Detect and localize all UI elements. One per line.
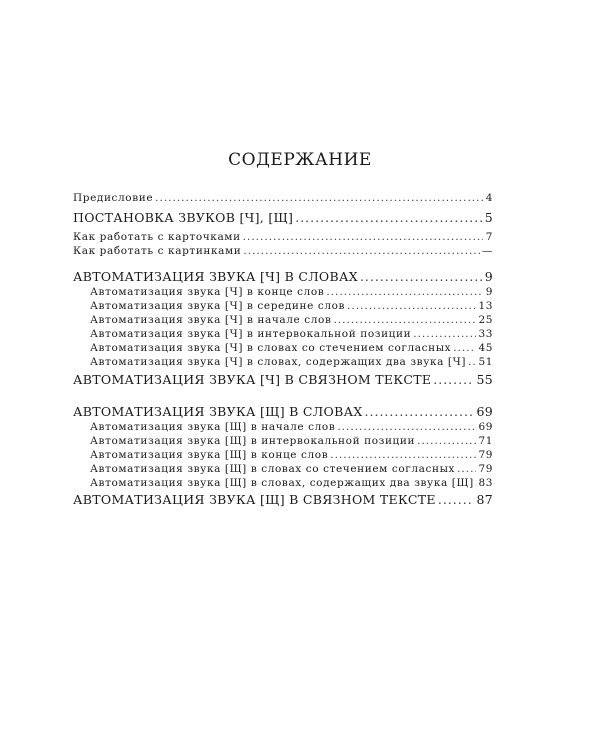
toc-entry: [73, 494, 493, 507]
toc-entry-page: 9: [484, 269, 493, 284]
toc-entry-page: 9: [485, 286, 493, 298]
toc-entry: [90, 301, 493, 312]
toc-entry-label: Предисловие: [73, 192, 154, 204]
toc-entry-page: 87: [476, 492, 493, 507]
toc-entry: [90, 478, 493, 489]
toc-entry-page: 45: [478, 342, 493, 354]
toc-entry-label: Как работать с карточками: [73, 231, 241, 243]
toc-entry-label: ПОСТАНОВКА ЗВУКОВ [Ч], [Щ]: [73, 210, 294, 225]
leader-dots: [330, 450, 476, 461]
toc-entry: [90, 464, 493, 475]
toc-entry-page: 55: [476, 372, 493, 387]
toc-entry-label: Автоматизация звука [Щ] в словах, содержащих два звука [Щ]: [90, 477, 474, 489]
toc-entry: [73, 246, 493, 257]
toc-entry-page: 69: [478, 421, 493, 433]
leader-dots: [433, 374, 474, 387]
toc-entry: [90, 343, 493, 354]
toc-entry: [73, 212, 493, 225]
leader-dots: [365, 406, 475, 419]
toc-entry-label: Автоматизация звука [Щ] в начале слов: [90, 421, 336, 433]
toc-entry: [73, 271, 493, 284]
toc-entry-label: Автоматизация звука [Ч] в словах, содержащих два звука [Ч]: [90, 356, 467, 368]
leader-dots: [326, 287, 483, 298]
toc-entry-page: 33: [478, 328, 493, 340]
toc-entry: [73, 406, 493, 419]
toc-entry: [90, 422, 493, 433]
toc-entry-label: Автоматизация звука [Ч] в конце слов: [90, 286, 325, 298]
leader-dots: [468, 357, 476, 368]
leader-dots: [360, 271, 483, 284]
toc-entry-page: 69: [476, 404, 493, 419]
toc-entry-page: 83: [478, 477, 493, 489]
toc-entry-label: Автоматизация звука [Щ] в словах со стечением согласных: [90, 463, 456, 475]
toc-entry-page: 25: [478, 314, 493, 326]
toc-entry-page: 7: [485, 231, 493, 243]
toc-entry-label: АВТОМАТИЗАЦИЯ ЗВУКА [Щ] В СЛОВАХ: [73, 404, 363, 419]
toc-entry-page: 51: [478, 356, 493, 368]
toc-entry: [90, 436, 493, 447]
leader-dots: [243, 246, 479, 257]
leader-dots: [243, 232, 483, 243]
toc-entry-label: Автоматизация звука [Ч] в начале слов: [90, 314, 332, 326]
leader-dots: [333, 315, 476, 326]
toc-entry-page: 5: [484, 210, 493, 225]
toc-entry-page: 79: [478, 463, 493, 475]
toc-entry: [73, 374, 493, 387]
leader-dots: [337, 422, 476, 433]
toc-entry-label: Как работать с картинками: [73, 245, 242, 257]
toc-entry-label: АВТОМАТИЗАЦИЯ ЗВУКА [Ч] В СВЯЗНОМ ТЕКСТЕ: [73, 372, 432, 387]
toc-entry: [90, 287, 493, 298]
toc-entry-page: —: [481, 245, 493, 257]
toc-entry-label: Автоматизация звука [Щ] в интервокальной позиции: [90, 435, 416, 447]
toc-entry: [90, 329, 493, 340]
toc-entry-page: 71: [478, 435, 493, 447]
toc-entry: [90, 315, 493, 326]
leader-dots: [417, 436, 476, 447]
toc-entry-label: Автоматизация звука [Ч] в словах со стечением согласных: [90, 342, 452, 354]
leader-dots: [347, 301, 476, 312]
leader-dots: [295, 212, 483, 225]
page-title: СОДЕРЖАНИЕ: [228, 150, 372, 170]
leader-dots: [413, 329, 476, 340]
toc-entry: [73, 232, 493, 243]
toc-entry-page: 13: [478, 300, 493, 312]
toc-entry-page: 4: [485, 192, 493, 204]
toc-entry-label: АВТОМАТИЗАЦИЯ ЗВУКА [Щ] В СВЯЗНОМ ТЕКСТЕ: [73, 492, 436, 507]
toc-entry: [90, 357, 493, 368]
toc-entry-page: 79: [478, 449, 493, 461]
leader-dots: [476, 478, 477, 489]
toc-entry: [90, 450, 493, 461]
toc-entry: [73, 193, 493, 204]
leader-dots: [453, 343, 476, 354]
toc-entry-label: Автоматизация звука [Ч] в интервокальной позиции: [90, 328, 412, 340]
leader-dots: [438, 494, 475, 507]
toc-entry-label: Автоматизация звука [Ч] в середине слов: [90, 300, 346, 312]
toc-entry-label: АВТОМАТИЗАЦИЯ ЗВУКА [Ч] В СЛОВАХ: [73, 269, 358, 284]
leader-dots: [155, 193, 483, 204]
leader-dots: [457, 464, 476, 475]
toc-entry-label: Автоматизация звука [Щ] в конце слов: [90, 449, 329, 461]
